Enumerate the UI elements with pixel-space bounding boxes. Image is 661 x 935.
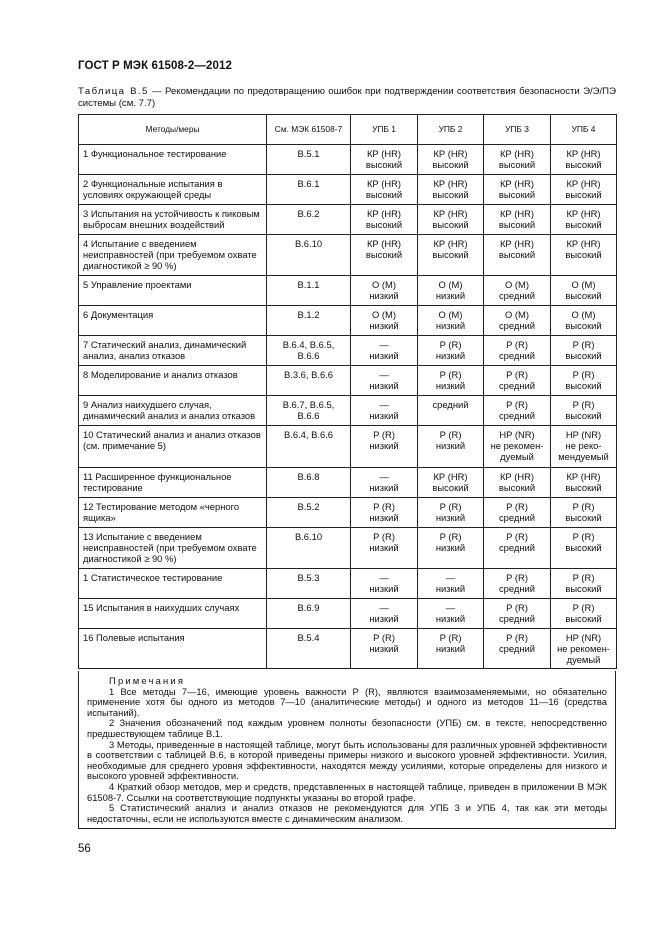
cell-sil1: КР (HR) высокий [351, 235, 418, 276]
cell-sil1: КР (HR) высокий [351, 205, 418, 235]
table-row [79, 498, 617, 528]
cell-ref: В.5.4 [267, 629, 351, 669]
col-header-ref: См. МЭК 61508-7 [267, 115, 351, 145]
col-header-sil1: УПБ 1 [351, 115, 418, 145]
cell-sil4: О (М) высокий [551, 276, 617, 306]
cell-sil3: Р (R) средний [484, 498, 551, 528]
cell-sil2: КР (HR) высокий [418, 235, 484, 276]
cell-ref: В.3.6, В.6.6 [267, 366, 351, 396]
recommendations-table [78, 114, 617, 669]
cell-sil3: КР (HR) высокий [484, 205, 551, 235]
cell-method: 13 Испытание с введением неисправностей (при требуемом охвате диагностикой ≥ 90 %) [79, 528, 267, 569]
cell-sil4: HP (NR) не реко- мендуемый [551, 426, 617, 468]
page-number: 56 [78, 843, 91, 855]
cell-sil3: Р (R) средний [484, 396, 551, 426]
table-row [79, 629, 617, 669]
cell-sil2: КР (HR) высокий [418, 145, 484, 175]
cell-sil4: КР (HR) высокий [551, 145, 617, 175]
cell-ref: В.6.1 [267, 175, 351, 205]
cell-sil1: — низкий [351, 396, 418, 426]
cell-method: 1 Функциональное тестирование [79, 145, 267, 175]
cell-ref: В.1.2 [267, 306, 351, 336]
table-row [79, 336, 617, 366]
table-row [79, 468, 617, 498]
cell-sil3: Р (R) средний [484, 569, 551, 599]
cell-sil1: — низкий [351, 366, 418, 396]
cell-method: 3 Испытания на устойчивость к пиковым выбросам внешних воздействий [79, 205, 267, 235]
cell-sil3: Р (R) средний [484, 366, 551, 396]
cell-ref: В.6.4, В.6.5, В.6.6 [267, 336, 351, 366]
cell-sil4: КР (HR) высокий [551, 175, 617, 205]
cell-ref: В.6.8 [267, 468, 351, 498]
document-header: ГОСТ Р МЭК 61508-2—2012 [78, 60, 232, 72]
cell-sil1: КР (HR) высокий [351, 145, 418, 175]
cell-sil4: Р (R) высокий [551, 599, 617, 629]
cell-sil3: КР (HR) высокий [484, 468, 551, 498]
cell-sil3: Р (R) средний [484, 629, 551, 669]
cell-ref: В.6.7, В.6.5, В.6.6 [267, 396, 351, 426]
table-row [79, 145, 617, 175]
cell-method: 7 Статический анализ, динамический анализ, анализ отказов [79, 336, 267, 366]
cell-sil2: Р (R) низкий [418, 498, 484, 528]
cell-sil4: Р (R) высокий [551, 336, 617, 366]
table-row [79, 426, 617, 468]
cell-method: 1 Статистическое тестирование [79, 569, 267, 599]
cell-sil3: HP (NR) не рекомен- дуемый [484, 426, 551, 468]
note-item: 1 Все методы 7—16, имеющие уровень важности Р (R), являются взаимозаменяемыми, но обязательно применение хотя бы одного из методов 7—10 (аналитические методы) и одного из методов 11—16 (средства испытаний). [87, 685, 607, 718]
note-item: 5 Статистический анализ и анализ отказов не рекомендуются для УПБ 3 и УПБ 4, так как эти методы недостаточны, если не используются вместе с динамическим анализом. [87, 802, 607, 824]
cell-method: 9 Анализ наихудшего случая, динамический анализ и анализ отказов [79, 396, 267, 426]
cell-ref: В.6.9 [267, 599, 351, 629]
cell-sil3: Р (R) средний [484, 528, 551, 569]
note-item: 3 Методы, приведенные в настоящей таблице, могут быть использованы для различных уровней эффективности в соответствии с таблицей В.6, в которой приведены примеры низкого и высокого уровней эффективности. Усилия, необходимые для среднего уровня эффективности, находятся между усилиями, которые определены для низкого и высокого уровней эффективности. [87, 738, 607, 782]
cell-sil2: О (М) низкий [418, 306, 484, 336]
col-header-sil3: УПБ 3 [484, 115, 551, 145]
cell-sil1: Р (R) низкий [351, 498, 418, 528]
cell-sil1: — низкий [351, 468, 418, 498]
notes-title: Примечания [109, 675, 186, 686]
col-header-methods: Методы/меры [79, 115, 267, 145]
table-caption [78, 86, 616, 109]
cell-sil4: О (М) высокий [551, 306, 617, 336]
cell-sil3: О (М) средний [484, 276, 551, 306]
cell-method: 4 Испытание с введением неисправностей (при требуемом охвате диагностикой ≥ 90 %) [79, 235, 267, 276]
cell-method: 10 Статический анализ и анализ отказов (см. примечание 5) [79, 426, 267, 468]
cell-sil2: — низкий [418, 569, 484, 599]
cell-ref: В.6.2 [267, 205, 351, 235]
cell-method: 12 Тестирование методом «черного ящика» [79, 498, 267, 528]
cell-sil4: Р (R) высокий [551, 569, 617, 599]
cell-method: 15 Испытания в наихудших случаях [79, 599, 267, 629]
cell-sil4: HP (NR) не рекомен- дуемый [551, 629, 617, 669]
cell-sil2: КР (HR) высокий [418, 468, 484, 498]
table-row [79, 396, 617, 426]
cell-ref: В.6.4, В.6.6 [267, 426, 351, 468]
cell-sil2: средний [418, 396, 484, 426]
cell-sil1: Р (R) низкий [351, 629, 418, 669]
cell-sil2: Р (R) низкий [418, 629, 484, 669]
table-body [79, 145, 617, 669]
cell-sil2: КР (HR) высокий [418, 205, 484, 235]
cell-method: 5 Управление проектами [79, 276, 267, 306]
table-row [79, 366, 617, 396]
cell-ref: В.6.10 [267, 235, 351, 276]
table-header-row [79, 115, 617, 145]
table-row [79, 306, 617, 336]
table-row [79, 175, 617, 205]
cell-ref: В.5.3 [267, 569, 351, 599]
cell-ref: В.5.1 [267, 145, 351, 175]
cell-sil1: Р (R) низкий [351, 426, 418, 468]
table-row [79, 569, 617, 599]
cell-sil1: Р (R) низкий [351, 528, 418, 569]
note-item: 2 Значения обозначений под каждым уровнем полноты безопасности (УПБ) см. в тексте, непосредственно предшествующем таблице В.1. [87, 717, 607, 739]
cell-sil3: КР (HR) высокий [484, 235, 551, 276]
cell-sil4: Р (R) высокий [551, 366, 617, 396]
table-row [79, 599, 617, 629]
cell-sil3: Р (R) средний [484, 599, 551, 629]
table-row [79, 205, 617, 235]
cell-sil4: КР (HR) высокий [551, 235, 617, 276]
cell-sil1: — низкий [351, 569, 418, 599]
cell-sil2: КР (HR) высокий [418, 175, 484, 205]
table-caption-label: Таблица В.5 [78, 86, 149, 97]
notes-block [78, 671, 616, 829]
cell-sil2: Р (R) низкий [418, 528, 484, 569]
cell-sil2: О (М) низкий [418, 276, 484, 306]
cell-sil1: КР (HR) высокий [351, 175, 418, 205]
table-row [79, 276, 617, 306]
table-row [79, 528, 617, 569]
cell-sil3: Р (R) средний [484, 336, 551, 366]
cell-method: 2 Функциональные испытания в условиях окружающей среды [79, 175, 267, 205]
cell-sil2: Р (R) низкий [418, 426, 484, 468]
cell-sil4: Р (R) высокий [551, 528, 617, 569]
cell-method: 16 Полевые испытания [79, 629, 267, 669]
cell-sil2: Р (R) низкий [418, 366, 484, 396]
cell-sil1: О (М) низкий [351, 276, 418, 306]
cell-sil2: — низкий [418, 599, 484, 629]
table-row [79, 235, 617, 276]
col-header-sil2: УПБ 2 [418, 115, 484, 145]
cell-ref: В.5.2 [267, 498, 351, 528]
table-caption-text: — Рекомендации по предотвращению ошибок при подтверждении соответствия безопасности Э/Э/ПЭ системы (см. 7.7) [78, 86, 616, 109]
cell-sil4: КР (HR) высокий [551, 205, 617, 235]
note-item: 4 Краткий обзор методов, мер и средств, представленных в настоящей таблице, приведен в приложении В МЭК 61508-7. Ссылки на соответствующие подпункты указаны во второй графе. [87, 780, 607, 803]
cell-sil2: Р (R) низкий [418, 336, 484, 366]
cell-method: 8 Моделирование и анализ отказов [79, 366, 267, 396]
col-header-sil4: УПБ 4 [551, 115, 617, 145]
cell-sil3: КР (HR) высокий [484, 175, 551, 205]
cell-sil4: Р (R) высокий [551, 498, 617, 528]
cell-method: 6 Документация [79, 306, 267, 336]
cell-sil1: — низкий [351, 336, 418, 366]
cell-sil3: О (М) средний [484, 306, 551, 336]
cell-ref: В.6.10 [267, 528, 351, 569]
cell-sil4: Р (R) высокий [551, 396, 617, 426]
cell-sil3: КР (HR) высокий [484, 145, 551, 175]
cell-sil4: КР (HR) высокий [551, 468, 617, 498]
cell-method: 11 Расширенное функциональное тестирование [79, 468, 267, 498]
cell-ref: В.1.1 [267, 276, 351, 306]
cell-sil1: О (М) низкий [351, 306, 418, 336]
cell-sil1: — низкий [351, 599, 418, 629]
